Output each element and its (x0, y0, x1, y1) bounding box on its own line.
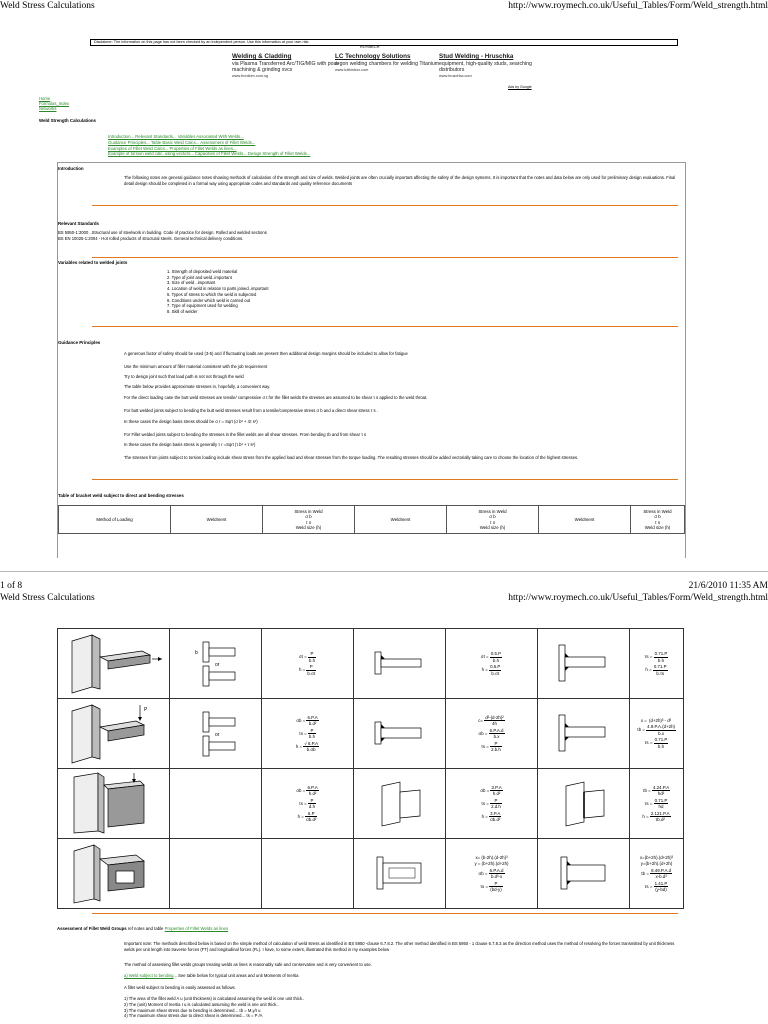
formula: τs = $\frac{P}{b.h}$ (298, 727, 316, 739)
formula: τs = $\frac{0.71.P}{hd}$ (644, 797, 668, 809)
formula: τs = $\frac{0.71.P}{b.h}$ (644, 651, 668, 663)
formula: σb = $\frac{6.P.A}{\text{b.d²}}$ (296, 714, 318, 726)
assessment-link[interactable]: Properties of Fillet Welds as lines (164, 926, 229, 931)
variable-item: 3. Size of weld ..important (167, 280, 216, 286)
formula: c= $\frac{\text{d²-(d-2h)²}}{4h}$ (478, 714, 504, 726)
weldment-1-3 (538, 629, 630, 699)
weldment-1-1 (170, 629, 262, 699)
ad-1-url[interactable]: www.frontken.com.sg (232, 74, 269, 78)
stress-2-1 (262, 699, 354, 769)
formula: y=(b+2h).(d+2h) (640, 861, 673, 866)
weldment-3-2 (354, 769, 446, 839)
loading-diagram-4 (58, 839, 170, 909)
ad-3[interactable] (439, 53, 549, 79)
variable-item: 4. Location of weld in relation to parts joined..important (167, 286, 269, 292)
guidance-heading: Guidance Principles (58, 340, 101, 345)
weldment-2-1 (170, 699, 262, 769)
assessed-note: A fillet weld subject to bending is easily assessed as follows. (124, 985, 236, 990)
divider-3 (92, 326, 678, 327)
content-box (57, 162, 686, 558)
stress-table-header (58, 505, 685, 534)
stress-2-2 (446, 699, 538, 769)
formula: x=(b+2h).(d+2h)³ (639, 854, 674, 860)
row3-c3 (263, 785, 352, 823)
th-weldment-2: Weldment (355, 506, 447, 534)
weldment-4-3 (538, 839, 630, 909)
svg-text:or: or (214, 731, 219, 738)
weldment-2-3 (538, 699, 630, 769)
guidance-10: The stresses from joints subject to torsion loading include shear stress from the applied load and shear stresses from the torque loading. The resulting stresses should be added vectorially taking care to choose the location of the highest stresses. (124, 455, 579, 460)
stress-2-3 (630, 699, 684, 769)
formula: τs = $\frac{P}{2.b.h}$ (481, 740, 501, 752)
th-stress-1: Stress in Weld σ b τ s Weld size (h) (263, 506, 355, 534)
row3-c7 (631, 785, 682, 823)
variable-item: 5. Types of stress to which the weld is subjected (167, 291, 257, 297)
stress-3-1 (262, 769, 354, 839)
svg-text:b: b (194, 649, 198, 656)
standard-2: BS EN 10025-1:2004 - Hot rolled products of structural steels. General technical delivery conditions. (58, 235, 244, 241)
step-item: 3) The maximum shear stress due to bending is determined... τb = M.y/I u (124, 1007, 261, 1013)
formula: h = $\frac{3.P.A}{\text{σb.d²}}$ (481, 810, 501, 822)
row2-c3 (263, 715, 352, 753)
formula: h = $\frac{2.121.P.A}{\text{τb.d²}}$ (642, 810, 670, 822)
stress-3-3 (630, 769, 684, 839)
formula: σb = $\frac{6.P.A.d}{\text{b.d³-x}}$ (478, 867, 504, 879)
formula: τs = $\frac{1.41.P}{(y-bd)}$ (644, 880, 668, 892)
guidance-2: Use the minimum amount of filler material consistent with the job requirement (124, 364, 268, 369)
ad-1-title[interactable]: Welding & Cladding (232, 53, 292, 60)
row2-c5 (447, 715, 536, 753)
formula: τb = $\frac{8.49.P.A.d}{\text{x-b.d³}}$ (640, 867, 672, 879)
step-item: 4) The maximum shear stress due to direct shear is determined... τs = P /A (124, 1013, 263, 1019)
variables-heading: Variables related to welded joints (58, 260, 128, 265)
assessment-heading-line (57, 926, 228, 931)
page2-header-url[interactable]: http://www.roymech.co.uk/Useful_Tables/Form/Weld_strength.html (508, 593, 768, 603)
svg-text:P: P (143, 706, 147, 713)
formula: h = $\frac{√ 6.P.A}{b.\sigma b}$ (295, 740, 319, 752)
weldment-2-2 (354, 699, 446, 769)
row1-c3 (263, 651, 352, 676)
bracket-bending-load-diagram (64, 701, 164, 765)
disclaimer-box: Disclaimer: The information on this page has not been checked by an independent person. Use this information at your own risk. (90, 39, 678, 46)
divider-1 (92, 205, 678, 206)
stress-1-1 (262, 629, 354, 699)
intro-heading: Introduction (58, 166, 84, 171)
nav-link-formulas-index[interactable]: Formulas_Index (39, 100, 70, 106)
row1-c7 (631, 651, 682, 676)
guidance-8: For Fillet welded joints subject to bending the stresses in the fillet welds are all shear stresses. From bending τb and from shear τ s (124, 432, 367, 437)
divider-2 (92, 257, 678, 258)
butt-weld-diagram (181, 638, 251, 688)
th-method: Method of Loading (59, 506, 171, 534)
stress-1-3 (630, 629, 684, 699)
box-fillet-diagram (549, 853, 619, 893)
table-of-contents (108, 134, 310, 157)
formula: τs = $\frac{P}{d.h}$ (298, 797, 316, 809)
butt-weld-bending-diagram (181, 708, 251, 758)
standards-list (58, 230, 658, 242)
formula: h = $\frac{6.P}{\text{σb.d²}}$ (297, 810, 317, 822)
row3-c5 (447, 785, 536, 823)
variable-item: 6. Conditions under which weld is carried out (167, 297, 251, 303)
toc-line-3[interactable]: Examples of Fillet Weld Calcs... Properties of Fillet Welds as lines... (108, 145, 237, 151)
stress-4-3 (630, 839, 684, 909)
ads-by-google-link[interactable]: Ads by Google (508, 85, 532, 89)
formula: h = $\frac{0.71.P}{b.\tau s}$ (645, 664, 667, 676)
intro-text: The following notes are general guidance notes showing methods of calculation of the strength and size of welds. Welded joints are often crucially important affecting the safety of the design systems. It is important that the notes and data below are only used for preliminary design evaluations. Final detail design should be completed in a formal way using appropriate codes and standards and quality reference documents (124, 175, 676, 186)
th-stress-2: Stress in Weld σ b τ s Weld size (h) (447, 506, 539, 534)
important-note: Important note: The methods described below is based on the simple method of calculation of weld stress as identified in BS 5950 -clause 6.7.8.2. The other method identified in BS 5950 - 1 clause 6.7.8.3 as the direction method uses the method of resolving the forces transmitted by unit thickness welds per unit length into traverse forces (FT) and longitudinal forces (FL). I have, to some extent, illustrated this method in my examples below (124, 941, 675, 952)
formula: τs = $\frac{P}{(bd-y)}$ (480, 880, 502, 892)
guidance-5: For the direct loading case the butt weld stresses are tensile/ compressive σ t for the fillet welds the stresses are assumed to be shear τ s applied to the weld throat. (124, 395, 428, 400)
ad-2-url[interactable]: www.lctthinbox.com (335, 68, 369, 72)
loading-diagram-2 (58, 699, 170, 769)
formula: x= (b-2h).(d-2h)³ (475, 854, 508, 860)
row4-c7 (631, 855, 682, 893)
page-separator (0, 571, 768, 572)
loading-diagram-1 (58, 629, 170, 699)
vertical-plate-bracket-diagram (64, 771, 164, 835)
toc-line-1[interactable]: Introduction... Relevant Standards... Variables Associated With Welds... (108, 134, 244, 139)
ad-1[interactable] (232, 53, 342, 79)
bracket-direct-load-diagram (64, 631, 164, 695)
box-butt-diagram (365, 853, 435, 893)
fillet-bending-double-diagram (549, 713, 619, 753)
weld-strength-title: Weld Strength Calculations (39, 118, 97, 123)
formula: σb = $\frac{3.P.A}{\text{h.d²}}$ (480, 784, 502, 796)
page2-header-title: Weld Stress Calculations (0, 593, 95, 603)
weld-bending-rest: ... See table below for typical unit areas and unit Moments of Inertia (173, 973, 299, 978)
formula: τb = $\frac{4.24.P.A}{\text{hd²}}$ (642, 784, 670, 796)
loading-diagram-3 (58, 769, 170, 839)
toc-line-2[interactable]: Guidance Principles... Table Basic Weld Calcs... Assessment of Fillet Welds... (108, 139, 256, 145)
weldment-3-1 (170, 769, 262, 839)
guidance-3: Try to design joint such that load path is not not through the weld (124, 374, 244, 379)
th-weldment-1: Weldment (171, 506, 263, 534)
footer-page-number: 1 of 8 (0, 581, 23, 591)
nav-link-home[interactable]: Home (39, 96, 51, 101)
divider-4 (92, 479, 678, 480)
formula: σb = $\frac{6.P.A.d}{b.x}$ (478, 727, 504, 739)
box-section-bracket-diagram (64, 841, 164, 905)
formula: h = $\frac{P}{b.\sigma t}$ (298, 664, 316, 676)
guidance-9: In these cases the design basis stress is generally τ r =Sqrt (τ b² + τ s²) (124, 442, 256, 447)
variable-item: 7. Type of equipment used for welding (167, 303, 238, 309)
page1-header-url[interactable]: http://www.roymech.co.uk/Useful_Tables/Form/Weld_strength.html (508, 1, 768, 11)
formula: σt = $\frac{P}{b.h}$ (298, 651, 316, 663)
formula: σt = $\frac{0.5.P}{b.h}$ (480, 651, 502, 663)
variable-item: 8. Skill of welder (167, 308, 198, 314)
vertical-fillet-diagram (370, 778, 430, 828)
divider-5 (92, 913, 678, 914)
double-fillet-diagram (549, 643, 619, 683)
table-row (58, 629, 684, 699)
steps-list (124, 996, 684, 1019)
weld-bending-link[interactable]: a) Weld subject to bending (124, 973, 174, 978)
formula: τs = $\frac{P}{2.d.h}$ (481, 797, 501, 809)
formula: σb = $\frac{6.P.A}{\text{h.d²}}$ (296, 784, 318, 796)
table-row (58, 699, 684, 769)
variables-list (167, 269, 269, 315)
ad-3-url[interactable]: www.hruschka.com (439, 74, 472, 78)
weldment-3-3 (538, 769, 630, 839)
vertical-double-fillet-diagram (554, 778, 614, 828)
guidance-1: A generous factor of safety should be used (3-5) and if fluctuating loads are present then additional design margins should be included to allow for fatigue (124, 351, 408, 356)
fillet-bending-diagram (365, 718, 435, 748)
nav-link-networks[interactable]: Networks (39, 105, 57, 111)
formula: τs = $\frac{0.71.P}{b.h}$ (644, 737, 668, 749)
ad-1-desc: via Plasma Transferred Arc/TIG/MIG with post-machining & grinding svcs (232, 61, 340, 73)
table-row (58, 769, 684, 839)
svg-text:or: or (214, 661, 219, 668)
ad-3-title[interactable]: Stud Welding - Hruschka (439, 53, 514, 60)
row4-c5 (447, 855, 536, 893)
weldment-1-2 (354, 629, 446, 699)
assessment-ref-text: ref notes and table (127, 926, 164, 931)
weld-calc-table (57, 628, 684, 909)
step-item: 2) The (unit) Moment of Inertia I u is calculated assuming the weld is one unit thick.. (124, 1001, 279, 1007)
assessment-title: Assessment of Fillet Weld Groups (57, 926, 127, 931)
formula: h = $\frac{0.5.P}{b.\sigma t}$ (481, 664, 501, 676)
weld-bending-line (124, 973, 684, 979)
toc-line-4[interactable]: Example of torsion weld calc. using vectors... Capacities of Fillet Welds... Design Strength of Fillet Welds... (108, 151, 311, 157)
single-fillet-diagram (365, 648, 435, 678)
standards-heading: Relevant Standards (58, 221, 99, 226)
ad-2-desc: argon welding chambers for welding Titanium (335, 61, 440, 67)
stress-3-2 (446, 769, 538, 839)
page1-header (0, 0, 768, 12)
formula: x = (d+2h)³ - d³ (640, 717, 672, 723)
page1-header-title: Weld Stress Calculations (0, 1, 95, 11)
standard-1: BS 5950-1:2000 ..Structural use of steelwork in building. Code of practice for design. Rolled and welded sections (58, 230, 267, 235)
th-stress-3: Stress in Weld σ b τ s Weld size (h) (631, 506, 685, 534)
page2-header (0, 592, 768, 604)
ad-2[interactable] (335, 53, 445, 73)
formula: y = (b+2h).(d+2h) (474, 861, 509, 866)
stress-1-2 (446, 629, 538, 699)
ad-3-desc: equipment, high-quality studs, searching distributors (439, 61, 532, 73)
guidance-6: For butt welded joints subject to bending the butt weld stresses result from a tensile/compressive stress σ b and a direct shear stress τ s . (124, 408, 378, 413)
stress-4-2 (446, 839, 538, 909)
guidance-7: In these cases the design basis stress should be σ r = Sqrt (σ b² + 4τ s²) (124, 419, 258, 424)
nav-links (39, 97, 69, 111)
variable-item: 2. Type of joint and weld..important (167, 274, 232, 280)
variable-item: 1. Strength of deposited weld material (167, 269, 238, 274)
method-note: The method of assessing fillet welds groups treating welds as lines is reasonably safe and conservative and is very convenient to use. (124, 962, 372, 967)
th-weldment-3: Weldment (539, 506, 631, 534)
stress-4-1 (262, 839, 354, 909)
ad-2-title[interactable]: LC Technology Solutions (335, 53, 411, 60)
guidance-4: The table below provides approximate stresses in, hopefully, a convenient way. (124, 384, 271, 389)
table-row (58, 839, 684, 909)
roymech-label: ROYMECH (360, 45, 380, 49)
weldment-4-2 (354, 839, 446, 909)
table-title: Table of bracket weld subject to direct and bending stresses (58, 493, 184, 498)
weldment-4-1 (170, 839, 262, 909)
step-item: 1) The area of the fillet weld A u (unit thickness) is calculated assuming the weld is one unit thick.. (124, 996, 305, 1001)
formula: τb = $\frac{4.9.P.A.(d+2h)}{b.x}$ (636, 724, 676, 736)
footer-date: 21/6/2010 11:35 AM (688, 581, 768, 591)
row1-c5 (447, 651, 536, 676)
row2-c7 (631, 718, 682, 750)
